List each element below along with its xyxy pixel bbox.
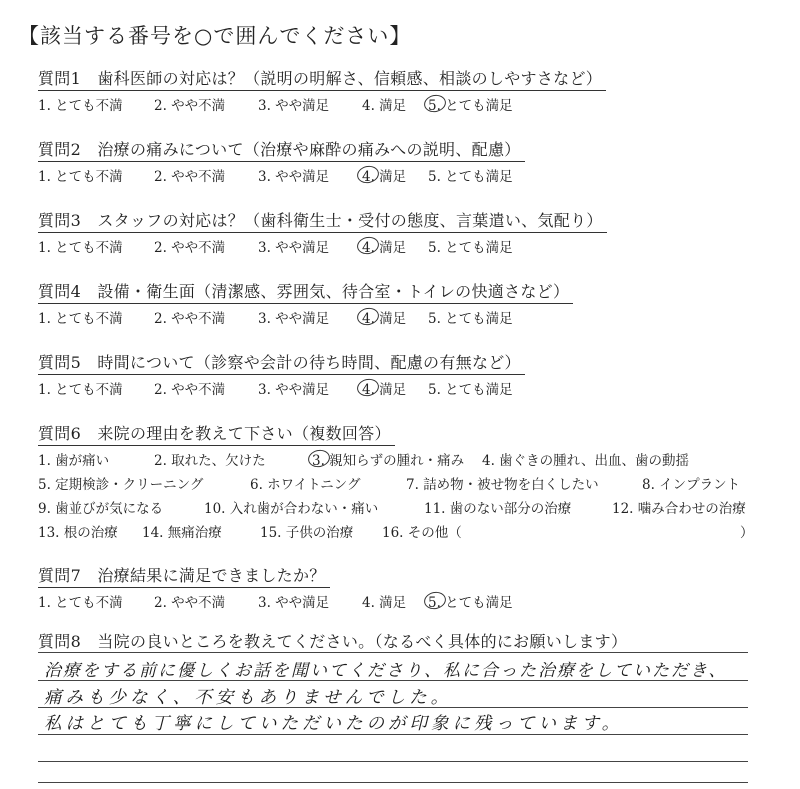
option-3[interactable]: 3. やや満足 xyxy=(258,382,330,398)
option-4[interactable]: 4. 満足 xyxy=(362,169,407,185)
question-2 xyxy=(38,137,525,185)
option-row xyxy=(38,497,778,521)
question-1-title: 質問1 歯科医師の対応は？（説明の明解さ、信頼感、相談のしやすさなど） xyxy=(38,66,606,91)
option-5[interactable]: 5. とても満足 xyxy=(428,382,513,398)
option-1[interactable]: 1. とても不満 xyxy=(38,169,123,185)
option-1[interactable]: 1. とても不満 xyxy=(38,595,123,611)
question-2-title: 質問2 治療の痛みについて（治療や麻酔の痛みへの説明、配慮） xyxy=(38,137,525,162)
question-7-title: 質問7 治療結果に満足できましたか？ xyxy=(38,563,330,588)
option-4[interactable]: 4. 満足 xyxy=(362,382,407,398)
question-7-options xyxy=(38,591,513,611)
option-3[interactable]: 3. やや満足 xyxy=(258,98,330,114)
option-5[interactable]: 5. とても満足 xyxy=(428,169,513,185)
question-6-options xyxy=(38,449,778,545)
question-8-title: 質問8 当院の良いところを教えてください。（なるべく具体的にお願いします） xyxy=(38,632,628,651)
option-row xyxy=(38,473,778,497)
option-3[interactable]: 3. やや満足 xyxy=(258,169,330,185)
option-11[interactable]: 11. 歯のない部分の治療 xyxy=(424,501,572,517)
option-7[interactable]: 7. 詰め物・被せ物を白くしたい xyxy=(406,477,599,493)
option-4[interactable]: 4. 満足 xyxy=(362,595,407,611)
option-5[interactable]: 5. とても満足 xyxy=(428,311,513,327)
option-2[interactable]: 2. やや不満 xyxy=(154,311,226,327)
question-5 xyxy=(38,350,525,398)
answer-line xyxy=(38,782,748,783)
option-1[interactable]: 1. 歯が痛い xyxy=(38,453,110,469)
option-4[interactable]: 4. 満足 xyxy=(362,311,407,327)
handwritten-answer-line-2: 痛みも少なく、不安もありませんでした。 xyxy=(44,688,453,708)
question-4-options xyxy=(38,307,573,327)
option-3[interactable]: 3. やや満足 xyxy=(258,311,330,327)
question-5-title: 質問5 時間について（診察や会計の待ち時間、配慮の有無など） xyxy=(38,350,525,375)
question-2-options xyxy=(38,165,525,185)
question-7 xyxy=(38,563,513,611)
option-16[interactable]: 16. その他（ xyxy=(382,525,462,541)
option-15[interactable]: 15. 子供の治療 xyxy=(260,525,354,541)
option-5[interactable]: 5. とても満足 xyxy=(428,98,513,114)
option-2[interactable]: 2. やや不満 xyxy=(154,98,226,114)
option-5[interactable]: 5. とても満足 xyxy=(428,240,513,256)
question-6-title: 質問6 来院の理由を教えて下さい（複数回答） xyxy=(38,421,395,446)
option-4[interactable]: 4. 満足 xyxy=(362,98,407,114)
option-4[interactable]: 4. 歯ぐきの腫れ、出血、歯の動揺 xyxy=(482,453,689,469)
question-1 xyxy=(38,66,606,114)
question-4-title: 質問4 設備・衛生面（清潔感、雰囲気、待合室・トイレの快適さなど） xyxy=(38,279,573,304)
question-6 xyxy=(38,421,778,545)
option-12[interactable]: 12. 噛み合わせの治療 xyxy=(612,501,746,517)
question-3-options xyxy=(38,236,607,256)
option-3[interactable]: 3. やや満足 xyxy=(258,240,330,256)
handwritten-answer-line-1: 治療をする前に優しくお話を聞いてくださり、私に合った治療をしていただき、 xyxy=(44,661,728,681)
option-9[interactable]: 9. 歯並びが気になる xyxy=(38,501,164,517)
option-row xyxy=(38,449,778,473)
option-8[interactable]: 8. インプラント xyxy=(642,477,741,493)
question-3-title: 質問3 スタッフの対応は？（歯科衛生士・受付の態度、言葉遣い、気配り） xyxy=(38,208,607,233)
question-1-options xyxy=(38,94,606,114)
option-row xyxy=(38,521,778,545)
option-2[interactable]: 2. やや不満 xyxy=(154,382,226,398)
option-4[interactable]: 4. 満足 xyxy=(362,240,407,256)
option-5[interactable]: 5. とても満足 xyxy=(428,595,513,611)
option-2[interactable]: 2. やや不満 xyxy=(154,240,226,256)
answer-line xyxy=(38,652,748,653)
option-10[interactable]: 10. 入れ歯が合わない・痛い xyxy=(204,501,379,517)
option-1[interactable]: 1. とても不満 xyxy=(38,382,123,398)
option-5[interactable]: 5. 定期検診・クリーニング xyxy=(38,477,204,493)
option-1[interactable]: 1. とても不満 xyxy=(38,98,123,114)
option-2[interactable]: 2. 取れた、欠けた xyxy=(154,453,266,469)
option-14[interactable]: 14. 無痛治療 xyxy=(142,525,222,541)
handwritten-answer-line-3: 私はとても丁寧にしていただいたのが印象に残っています。 xyxy=(44,714,624,734)
option-1[interactable]: 1. とても不満 xyxy=(38,311,123,327)
close-paren: ） xyxy=(740,525,754,541)
instruction-header: 【該当する番号を○で囲んでください】 xyxy=(18,24,412,48)
question-4 xyxy=(38,279,573,327)
option-2[interactable]: 2. やや不満 xyxy=(154,169,226,185)
option-3[interactable]: 3. 親知らずの腫れ・痛み xyxy=(312,453,465,469)
option-3[interactable]: 3. やや満足 xyxy=(258,595,330,611)
answer-line xyxy=(38,761,748,762)
option-1[interactable]: 1. とても不満 xyxy=(38,240,123,256)
option-13[interactable]: 13. 根の治療 xyxy=(38,525,118,541)
option-2[interactable]: 2. やや不満 xyxy=(154,595,226,611)
question-8 xyxy=(38,629,631,653)
option-6[interactable]: 6. ホワイトニング xyxy=(250,477,361,493)
question-5-options xyxy=(38,378,525,398)
question-3 xyxy=(38,208,607,256)
